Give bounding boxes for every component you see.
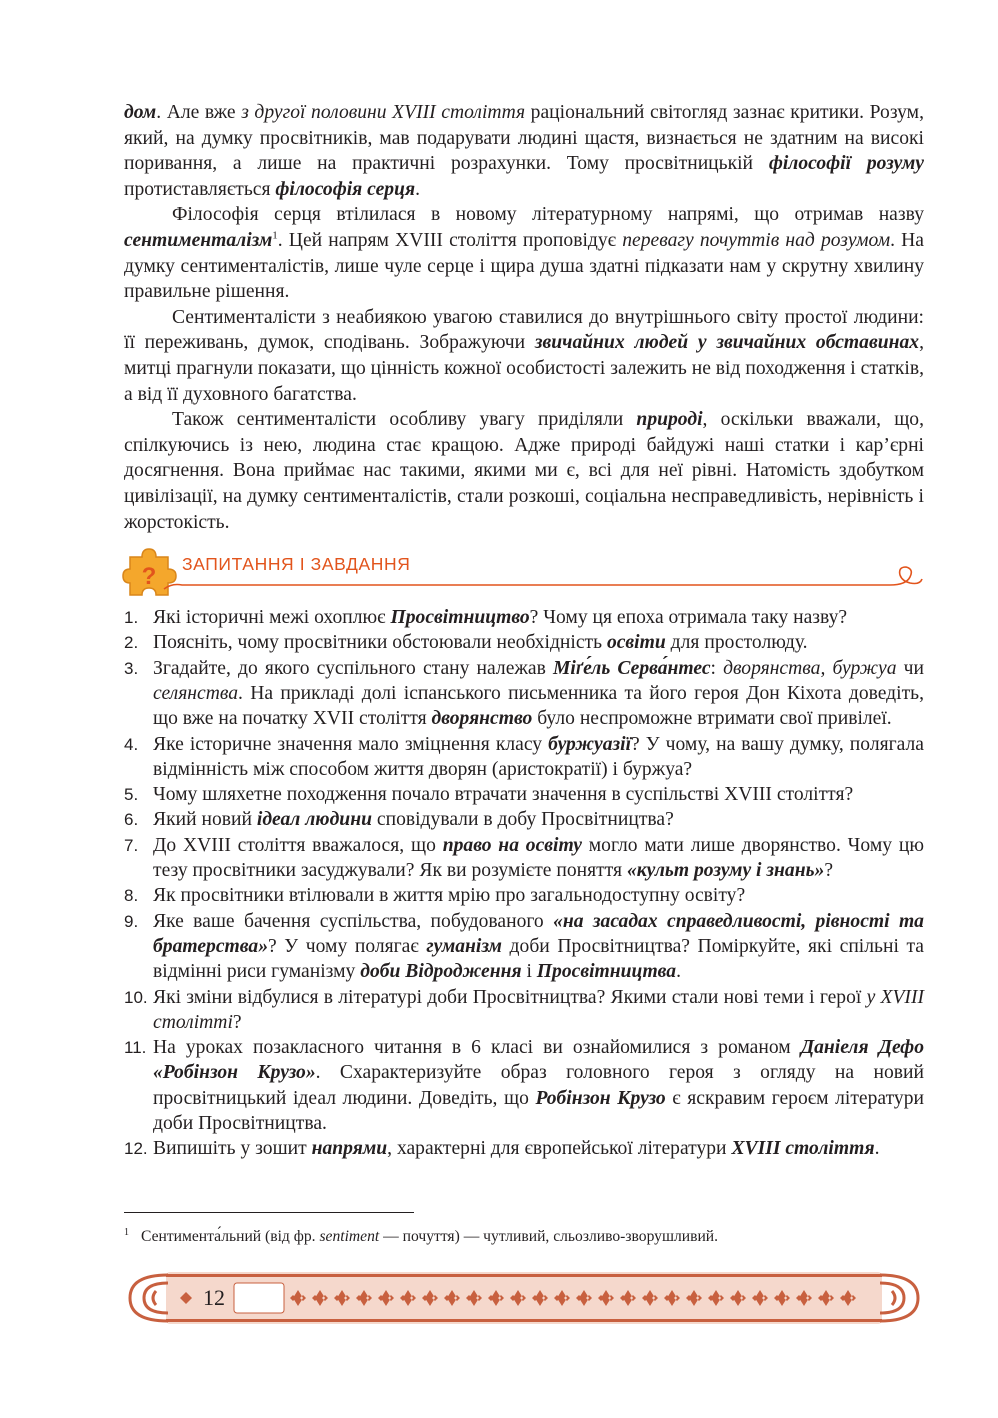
question-item [124, 909, 924, 985]
question-number: 8. [124, 886, 139, 906]
text-run: чи [896, 657, 924, 679]
text-run: : [710, 657, 724, 679]
text-run: і [521, 961, 537, 983]
question-item [124, 732, 924, 783]
paragraph-2 [124, 202, 924, 304]
text-run: ? [824, 860, 834, 882]
question-item [124, 656, 924, 732]
question-text [153, 732, 924, 783]
text-run: гуманізм [426, 935, 502, 957]
text-run: Сентимента́льний (від фр. [141, 1228, 320, 1245]
question-number: 5. [124, 785, 139, 805]
text-run: Просвітництво [390, 607, 530, 629]
text-run: раціональний світогляд зазнає критики. Розум, який, на думку просвітників, мав подарувати людині щастя, визнається не здатним на високі поривання, а лише на практичні розрахунки. Тому просвітницькій [124, 102, 924, 175]
text-run: . На прикладі долі іспанського письменника та його героя Дон Кіхота доведіть, що вже на початку XVII століття [153, 682, 924, 730]
text-run: Даніеля Дефо «Робінзон Крузо» [153, 1037, 924, 1084]
text-run: Який новий [153, 809, 257, 831]
text-run: могло мати лише дворянство. Чому цю тезу просвітники засуджували? Як ви розумієте поняття [153, 834, 924, 882]
text-run: До XVIII століття вважалося, що [153, 834, 443, 856]
text-run: сентименталізм [124, 229, 273, 251]
text-run: Які історичні межі охоплює [153, 607, 391, 629]
text-run: ? [232, 1011, 242, 1033]
text-run: ? У чому полягає [268, 935, 427, 957]
text-run: «культ розуму і знань» [626, 860, 825, 882]
text-run: На уроках позакласного читання в 6 класі ви ознайомилися з романом [153, 1037, 801, 1059]
text-run: перевагу почуттів над розумом [622, 229, 891, 251]
question-text [153, 630, 924, 655]
text-run: доби Просвітництва? Поміркуйте, які спільні та відмінні риси гуманізму [153, 935, 924, 983]
question-item [124, 1035, 924, 1136]
question-item [124, 833, 924, 884]
text-run: . Цей напрям XVIII століття проповідує [277, 229, 623, 251]
text-run: Філософія серця втілилася в новому літературному напрямі, що отримав назву [172, 204, 924, 226]
question-item [124, 630, 924, 655]
question-item [124, 807, 924, 832]
text-run: було неспроможне втримати свої привілеї. [532, 708, 892, 730]
paragraph-3 [124, 305, 924, 407]
question-number: 11. [124, 1038, 147, 1058]
footnote-divider [124, 1212, 414, 1213]
question-number: 12. [124, 1139, 148, 1159]
question-text [153, 1035, 924, 1136]
text-run: «на засадах справедливості, рівності та братерства» [153, 910, 924, 957]
text-run: , характерні для європейської літератури [387, 1138, 732, 1160]
question-text [153, 1136, 924, 1161]
text-run: . На думку сентименталістів, лише чуле серце і щира душа здатні підказати нам у скрутну хвилину правильне рішення. [124, 229, 924, 303]
question-number: 4. [124, 734, 139, 754]
text-run: у XVIII столітті [153, 986, 924, 1033]
question-number: 10. [124, 987, 148, 1007]
text-run: протиставляється [124, 178, 276, 200]
questions-header [120, 543, 928, 601]
question-text [153, 605, 924, 630]
text-run: . [874, 1138, 880, 1160]
footnote-ref: 1 [272, 229, 278, 242]
text-run: ідеал людини [256, 809, 372, 831]
text-run: Згадайте, до якого суспільного стану належав [153, 657, 553, 679]
question-number: 6. [124, 810, 139, 830]
text-run: Які зміни відбулися в літературі доби Просвітництва? Якими стали нові теми і герої [153, 986, 867, 1008]
paragraph-1 [124, 100, 924, 202]
text-run: , митці прагнули показати, що цінність кожної особистості залежить не від походження і статків, а від її духовного багатства. [124, 332, 924, 405]
footnote [124, 1226, 924, 1248]
svg-text:?: ? [141, 563, 157, 591]
text-run: філософії розуму [768, 153, 924, 175]
text-run: Чому шляхетне походження почало втрачати значення в суспільстві XVIII століття? [153, 784, 854, 806]
text-run: для простолюду. [665, 632, 808, 654]
text-run: Робінзон Крузо [535, 1087, 666, 1109]
question-text [153, 782, 924, 807]
text-run: дом [124, 102, 157, 123]
paragraph-4 [124, 407, 924, 535]
text-run: . [676, 961, 682, 983]
page-content [124, 100, 924, 1162]
text-run: ? У чому, на вашу думку, полягала відмінність між способом життя дворян (аристократії) і буржуа? [153, 733, 924, 780]
text-run: доби Відродження [360, 961, 522, 983]
text-run: природі [636, 409, 703, 431]
questions-title: ЗАПИТАННЯ І ЗАВДАННЯ [182, 554, 411, 575]
text-run: Поясніть, чому просвітники обстоювали необхідність [153, 632, 607, 654]
text-run: Випишіть у зошит [153, 1138, 312, 1160]
footnote-mark: 1 [124, 1226, 129, 1238]
question-number: 3. [124, 658, 139, 678]
text-run: Яке ваше бачення суспільства, побудованого [153, 910, 554, 932]
questions-list [124, 605, 924, 1162]
question-text [153, 807, 924, 832]
footer-ornament [122, 1271, 926, 1325]
text-run: є яскравим героєм літератури доби Просвітництва. [153, 1087, 924, 1135]
text-run: ? Чому ця епоха отримала таку назву? [529, 607, 848, 629]
text-run: Сентименталісти з неабиякою увагою ставилися до внутрішнього світу простої людини: її переживань, думок, сподівань. Зображуючи [124, 306, 924, 354]
question-text [153, 833, 924, 884]
question-text [153, 656, 924, 732]
text-run: XVIII століття [731, 1138, 875, 1160]
question-item [124, 605, 924, 630]
question-text [153, 883, 924, 908]
text-run: Міґе́ль Серва́нтес [553, 657, 711, 679]
question-number: 7. [124, 835, 139, 855]
text-run: звичайних людей у звичайних обставинах [534, 332, 920, 354]
puzzle-question-icon [123, 549, 176, 595]
text-run: , оскільки вважали, що, спілкуючись із нею, людина стає кращою. Адже природі байдужі наші статки і кар’єрні досягнення. Вона приймає нас такими, якими ми є, всі для неї рівні. Натомість здобутком цивілізації, на думку сентименталістів, стали розкоші, соціальна несправедливість, нерівність і жорстокість. [124, 409, 924, 533]
text-run: філософія серця [275, 178, 416, 200]
text-run: дворянства, буржуа [723, 657, 897, 679]
question-text [153, 909, 924, 985]
question-item [124, 883, 924, 908]
question-number: 1. [124, 608, 139, 628]
question-text [153, 985, 924, 1036]
question-item [124, 782, 924, 807]
text-run: . [415, 178, 420, 200]
text-run: . Але вже [156, 102, 242, 123]
text-run: напрями [311, 1138, 388, 1160]
text-run: селянства [153, 682, 239, 704]
question-item [124, 985, 924, 1036]
text-run: Просвітництва [536, 961, 677, 983]
question-item [124, 1136, 924, 1161]
text-run: буржуазії [548, 733, 632, 755]
text-run: sentiment [319, 1228, 380, 1245]
page-number: 12 [203, 1285, 225, 1310]
text-run: Також сентименталісти особливу увагу приділяли [172, 409, 637, 431]
text-run: сповідували в добу Просвітництва? [371, 809, 674, 831]
text-run: право на освіту [442, 834, 582, 856]
text-run: з другої половини XVIII століття [241, 102, 526, 123]
question-number: 9. [124, 911, 139, 931]
question-number: 2. [124, 633, 139, 653]
text-run: — почуття) — чутливий, сльозливо-зворушливий. [379, 1228, 719, 1245]
text-run: освіти [606, 632, 666, 654]
text-run: Як просвітники втілювали в життя мрію про загальнодоступну освіту? [153, 885, 746, 907]
text-run: дворянство [431, 708, 533, 730]
text-run: . Схарактеризуйте образ головного героя з огляду на новий просвітницький ідеал людини. Доведіть, що [153, 1062, 924, 1109]
text-run: Яке історичне значення мало зміцнення класу [153, 733, 549, 755]
